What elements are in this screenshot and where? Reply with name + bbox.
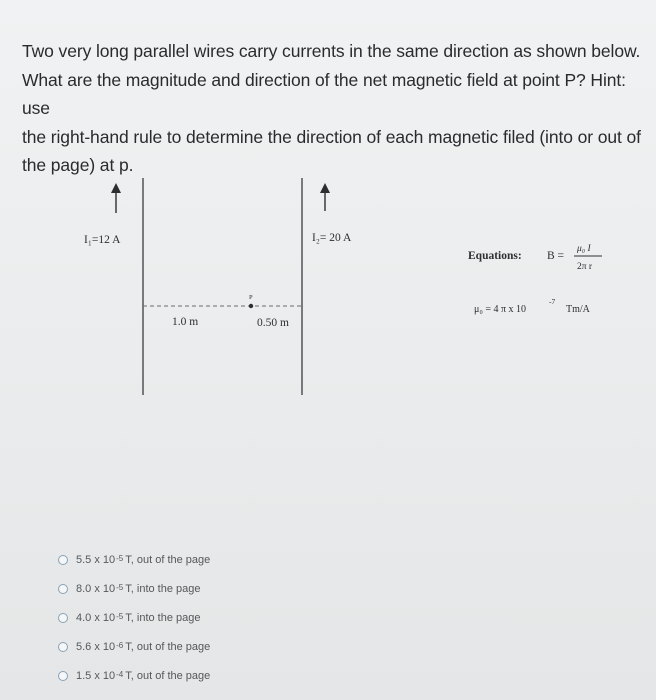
wire-1-label: I₁=12 A — [84, 234, 121, 246]
formula-numerator: μ₀ I — [577, 244, 591, 254]
current-arrow-2-icon — [320, 183, 330, 211]
option-mantissa: 8.0 x 10 — [76, 582, 116, 595]
question-line: Two very long parallel wires carry currents in the same direction as shown below. — [22, 41, 641, 61]
distance-2-label: 0.50 m — [257, 317, 289, 329]
option-exponent: -4 — [116, 670, 124, 679]
question-line: the right-hand rule to determine the direction of each magnetic filed (into or out of — [22, 126, 641, 147]
radio-button[interactable] — [58, 613, 68, 623]
mu0-exponent: -7 — [549, 297, 556, 306]
option-exponent: -5 — [116, 583, 124, 592]
answer-option[interactable] — [58, 574, 210, 603]
answer-option[interactable] — [58, 661, 210, 690]
answer-option[interactable] — [58, 632, 210, 661]
question-line: What are the magnitude and direction of the net magnetic field at point P? Hint: use — [22, 69, 626, 118]
answer-options — [58, 545, 210, 690]
formula-lhs: B = — [547, 250, 565, 262]
option-rest: T, into the page — [125, 582, 201, 595]
question-line: the page) at p. — [22, 155, 134, 175]
mu0-unit: Tm/A — [566, 304, 590, 315]
option-rest: T, out of the page — [125, 640, 211, 653]
option-rest: T, into the page — [125, 611, 201, 624]
answer-option[interactable] — [58, 545, 210, 574]
point-p-marker — [249, 304, 253, 308]
formula-denominator: 2π r — [577, 262, 593, 272]
mu0-equation: μ₀ = 4 π x 10 — [474, 304, 527, 315]
option-mantissa: 4.0 x 10 — [76, 611, 116, 624]
option-exponent: -5 — [116, 612, 124, 621]
distance-1-label: 1.0 m — [172, 316, 199, 328]
option-exponent: -6 — [116, 641, 124, 650]
point-p-label: P — [249, 294, 253, 301]
equations-label: Equations: — [468, 250, 522, 262]
option-rest: T, out of the page — [125, 669, 211, 682]
radio-button[interactable] — [58, 584, 68, 594]
radio-button[interactable] — [58, 671, 68, 681]
radio-button[interactable] — [58, 555, 68, 565]
option-mantissa: 5.5 x 10 — [76, 553, 116, 566]
wire-2-label: I₂= 20 A — [312, 232, 352, 244]
option-mantissa: 5.6 x 10 — [76, 640, 116, 653]
option-exponent: -5 — [116, 554, 124, 563]
current-arrow-1-icon — [111, 183, 121, 213]
option-rest: T, out of the page — [125, 553, 211, 566]
radio-button[interactable] — [58, 642, 68, 652]
option-mantissa: 1.5 x 10 — [76, 669, 116, 682]
answer-option[interactable] — [58, 603, 210, 632]
